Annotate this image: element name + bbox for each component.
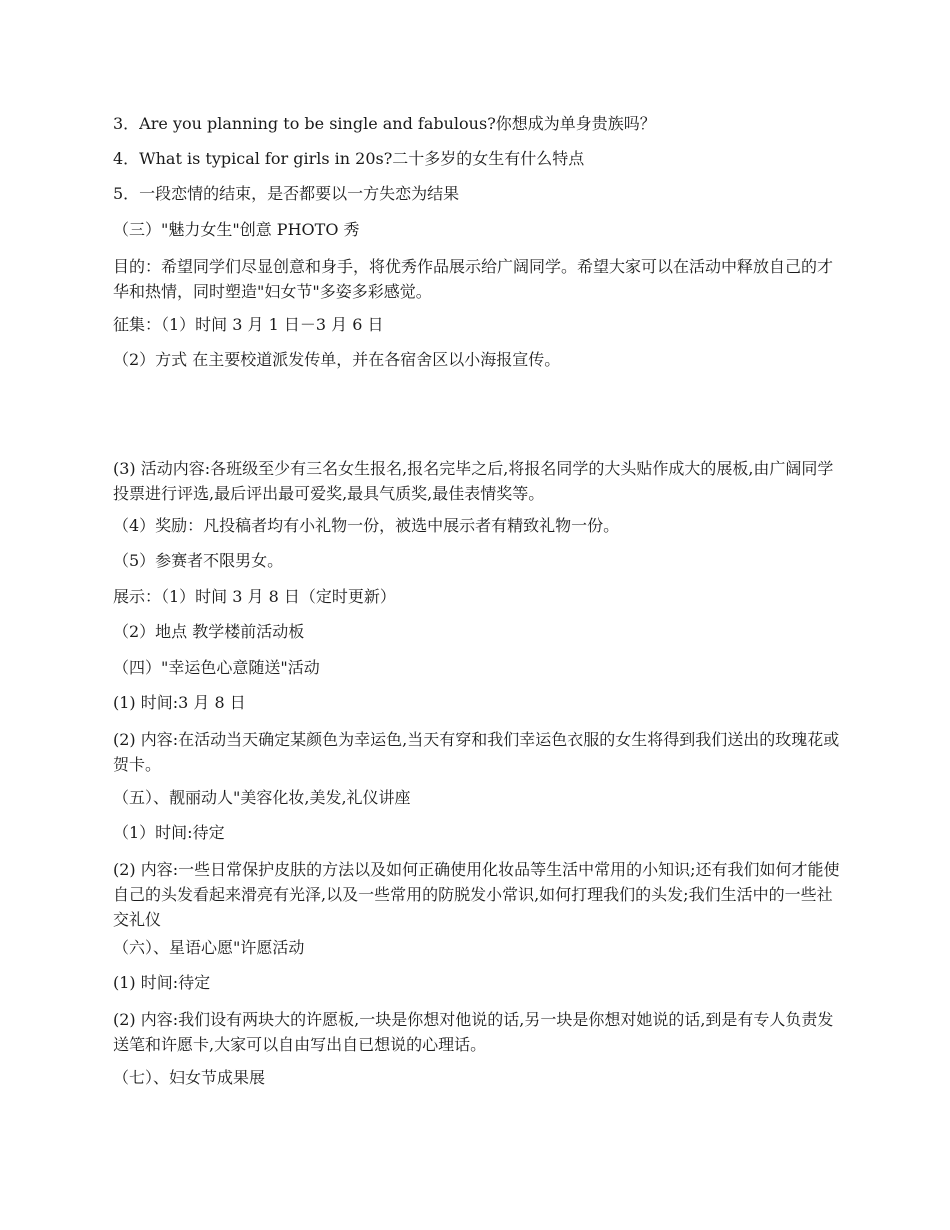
paragraph-display-location: （2）地点 教学楼前活动板 <box>113 622 305 641</box>
paragraph-wish-activity-time: (1) 时间:待定 <box>113 973 211 992</box>
paragraph-question-5: 5．一段恋情的结束，是否都要以一方失恋为结果 <box>113 184 460 203</box>
paragraph-collection-time: 征集：（1）时间 3 月 1 日－3 月 6 日 <box>113 315 384 334</box>
paragraph-rewards: （4）奖励：凡投稿者均有小礼物一份，被选中展示者有精致礼物一份。 <box>113 516 620 535</box>
section-heading-wish-activity: （六）、星语心愿"许愿活动 <box>113 938 305 957</box>
paragraph-question-4: 4．What is typical for girls in 20s?二十多岁的女生有什么特点 <box>113 149 585 168</box>
paragraph-display-time: 展示：（1）时间 3 月 8 日（定时更新） <box>113 587 396 606</box>
section-heading-achievement-exhibition: （七）、妇女节成果展 <box>113 1068 266 1087</box>
section-heading-beauty-lecture: （五）、靓丽动人"美容化妆,美发,礼仪讲座 <box>113 788 411 807</box>
paragraph-wish-activity-content: (2) 内容:我们设有两块大的许愿板,一块是你想对他说的话,另一块是你想对她说的话,到是有专人负责发送笔和许愿卡,大家可以自由写出自已想说的心理话。 <box>113 1010 834 1054</box>
paragraph-purpose: 目的：希望同学们尽显创意和身手，将优秀作品展示给广阔同学。希望大家可以在活动中释放自己的才华和热情，同时塑造"妇女节"多姿多彩感觉。 <box>113 257 834 301</box>
paragraph-lucky-color-time: (1) 时间:3 月 8 日 <box>113 693 246 712</box>
paragraph-beauty-lecture-content: (2) 内容:一些日常保护皮肤的方法以及如何正确使用化妆品等生活中常用的小知识;还有我们如何才能使自己的头发看起来滑亮有光泽,以及一些常用的防脱发小常识,如何打理我们的头发;我们生活中的一些社交礼仪 <box>113 860 840 929</box>
paragraph-lucky-color-content: (2) 内容:在活动当天确定某颜色为幸运色,当天有穿和我们幸运色衣服的女生将得到我们送出的玫瑰花或贺卡。 <box>113 730 840 774</box>
paragraph-question-3: 3．Are you planning to be single and fabulous?你想成为单身贵族吗？ <box>113 114 656 133</box>
paragraph-activity-content: (3) 活动内容:各班级至少有三名女生报名,报名完毕之后,将报名同学的大头贴作成大的展板,由广阔同学投票进行评选,最后评出最可爱奖,最具气质奖,最佳表情奖等。 <box>113 459 834 503</box>
paragraph-beauty-lecture-time: （1）时间:待定 <box>113 823 225 842</box>
paragraph-participants: （5）参赛者不限男女。 <box>113 551 284 570</box>
section-heading-lucky-color: （四）"幸运色心意随送"活动 <box>113 658 320 677</box>
paragraph-collection-method: （2）方式 在主要校道派发传单，并在各宿舍区以小海报宣传。 <box>113 350 561 369</box>
section-heading-photo-show: （三）"魅力女生"创意 PHOTO 秀 <box>113 220 360 239</box>
